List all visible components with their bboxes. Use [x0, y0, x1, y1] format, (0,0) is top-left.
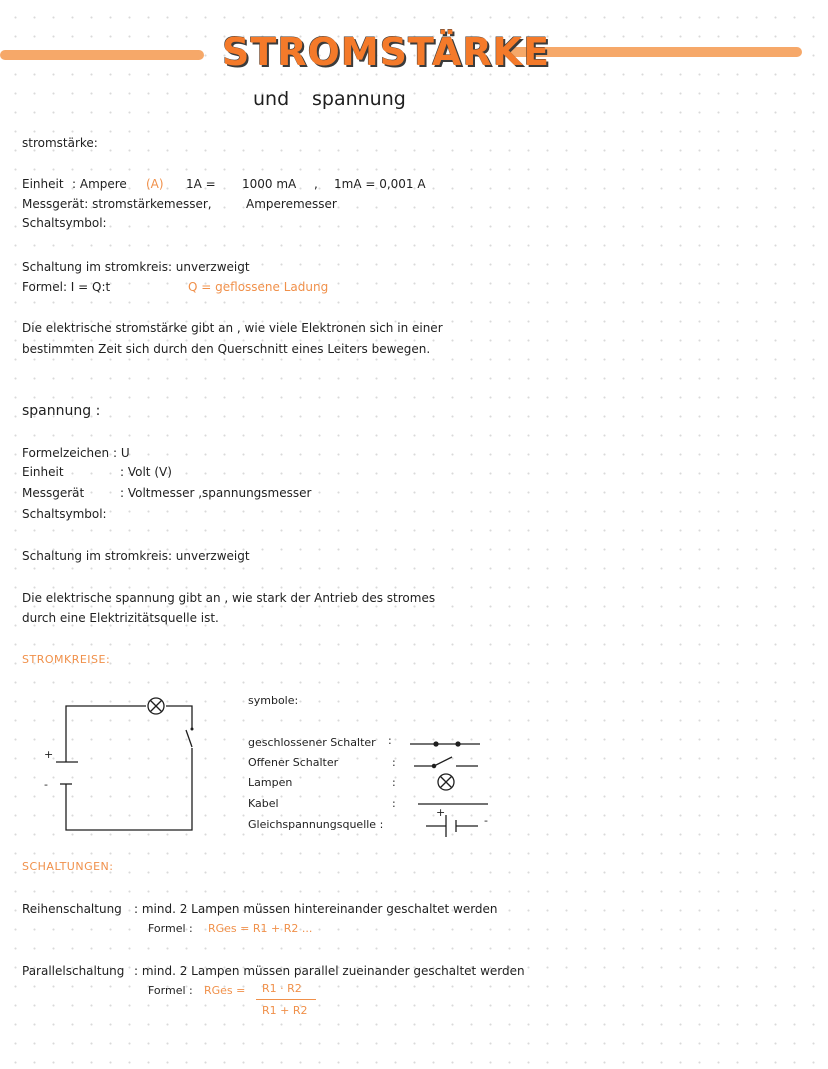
symbol-colon-lamp: : — [392, 776, 396, 789]
symbol-label-open-switch: Offener Schalter — [248, 756, 339, 769]
spannung-text-2: durch eine Elektrizitätsquelle ist. — [22, 611, 219, 625]
parallelschaltung-fraction-line — [256, 999, 316, 1000]
symbol-label-closed-switch: geschlossener Schalter — [248, 736, 376, 749]
parallelschaltung-formel-label: Formel : — [148, 984, 193, 997]
dc-source-plus-label: + — [436, 806, 446, 819]
page-subtitle-und: und — [253, 88, 290, 110]
parallelschaltung-numerator: R1 · R2 — [262, 982, 302, 995]
circuit-plus-label: + — [44, 748, 54, 761]
stromstaerke-conv-3: , — [314, 177, 318, 191]
stromstaerke-conv-2: 1000 mA — [242, 177, 297, 191]
parallelschaltung-label: Parallelschaltung — [22, 964, 125, 978]
spannung-heading: spannung : — [22, 403, 101, 419]
stromstaerke-schaltsymbol: Schaltsymbol: — [22, 216, 107, 230]
stromstaerke-messgeraet: Messgerät: stromstärkemesser, — [22, 197, 212, 211]
stromstaerke-einheit-label: Einheit — [22, 177, 64, 191]
spannung-text-1: Die elektrische spannung gibt an , wie stark der Antrieb des stromes — [22, 591, 436, 605]
symbol-label-cable: Kabel — [248, 797, 279, 810]
symbole-heading: symbole: — [248, 694, 299, 707]
reihenschaltung-label: Reihenschaltung — [22, 902, 122, 916]
dc-source-icon — [426, 815, 478, 837]
spannung-messgeraet-value: : Voltmesser ,spannungsmesser — [120, 486, 312, 500]
reihenschaltung-formel-label: Formel : — [148, 922, 193, 935]
spannung-schaltsymbol: Schaltsymbol: — [22, 507, 107, 521]
circuit-minus-label: - — [44, 778, 48, 791]
spannung-formelzeichen: Formelzeichen : U — [22, 446, 130, 460]
reihenschaltung-text: : mind. 2 Lampen müssen hintereinander geschaltet werden — [134, 902, 498, 916]
stromstaerke-heading: stromstärke: — [22, 136, 98, 150]
open-switch-icon — [414, 757, 478, 768]
spannung-messgeraet-label: Messgerät — [22, 486, 85, 500]
reihenschaltung-formel: RGes = R1 + R2 ... — [208, 922, 313, 935]
closed-switch-icon — [410, 742, 480, 746]
spannung-einheit-value: : Volt (V) — [120, 465, 172, 479]
page-title: STROMSTÄRKE — [222, 30, 551, 74]
page-subtitle-spannung: spannung — [312, 88, 406, 110]
lamp-icon — [438, 774, 454, 790]
symbol-label-dc-source: Gleichspannungsquelle : — [248, 818, 384, 831]
symbol-colon-open-switch: : — [392, 756, 396, 769]
stromstaerke-conv-1: 1A = — [186, 177, 216, 191]
stromstaerke-text-2: bestimmten Zeit sich durch den Querschnitt eines Leiters bewegen. — [22, 342, 431, 356]
parallelschaltung-denominator: R1 + R2 — [262, 1004, 308, 1017]
spannung-schaltung: Schaltung im stromkreis: unverzweigt — [22, 549, 250, 563]
parallelschaltung-text: : mind. 2 Lampen müssen parallel zueinander geschaltet werden — [134, 964, 525, 978]
schaltungen-heading: SCHALTUNGEN: — [22, 860, 114, 873]
stromstaerke-text-1: Die elektrische stromstärke gibt an , wie viele Elektronen sich in einer — [22, 321, 443, 335]
parallelschaltung-formel-left: RGes = — [204, 984, 246, 997]
stromstaerke-formel-note: Q = geflossene Ladung — [188, 280, 329, 294]
stromstaerke-formel: Formel: I = Q:t — [22, 280, 111, 294]
stromstaerke-einheit-value: : Ampere — [72, 177, 127, 191]
stromstaerke-schaltung: Schaltung im stromkreis: unverzweigt — [22, 260, 250, 274]
dc-source-minus-label: - — [484, 814, 488, 827]
symbol-colon-cable: : — [392, 797, 396, 810]
stromstaerke-conv-4: 1mA = 0,001 A — [334, 177, 426, 191]
spannung-einheit-label: Einheit — [22, 465, 64, 479]
stromkreise-heading: STROMKREISE: — [22, 653, 111, 666]
symbol-colon-closed-switch: : — [388, 734, 392, 747]
symbol-label-lamp: Lampen — [248, 776, 293, 789]
stromstaerke-einheit-symbol: (A) — [146, 177, 164, 191]
stromstaerke-messgeraet-2: Amperemesser — [246, 197, 337, 211]
